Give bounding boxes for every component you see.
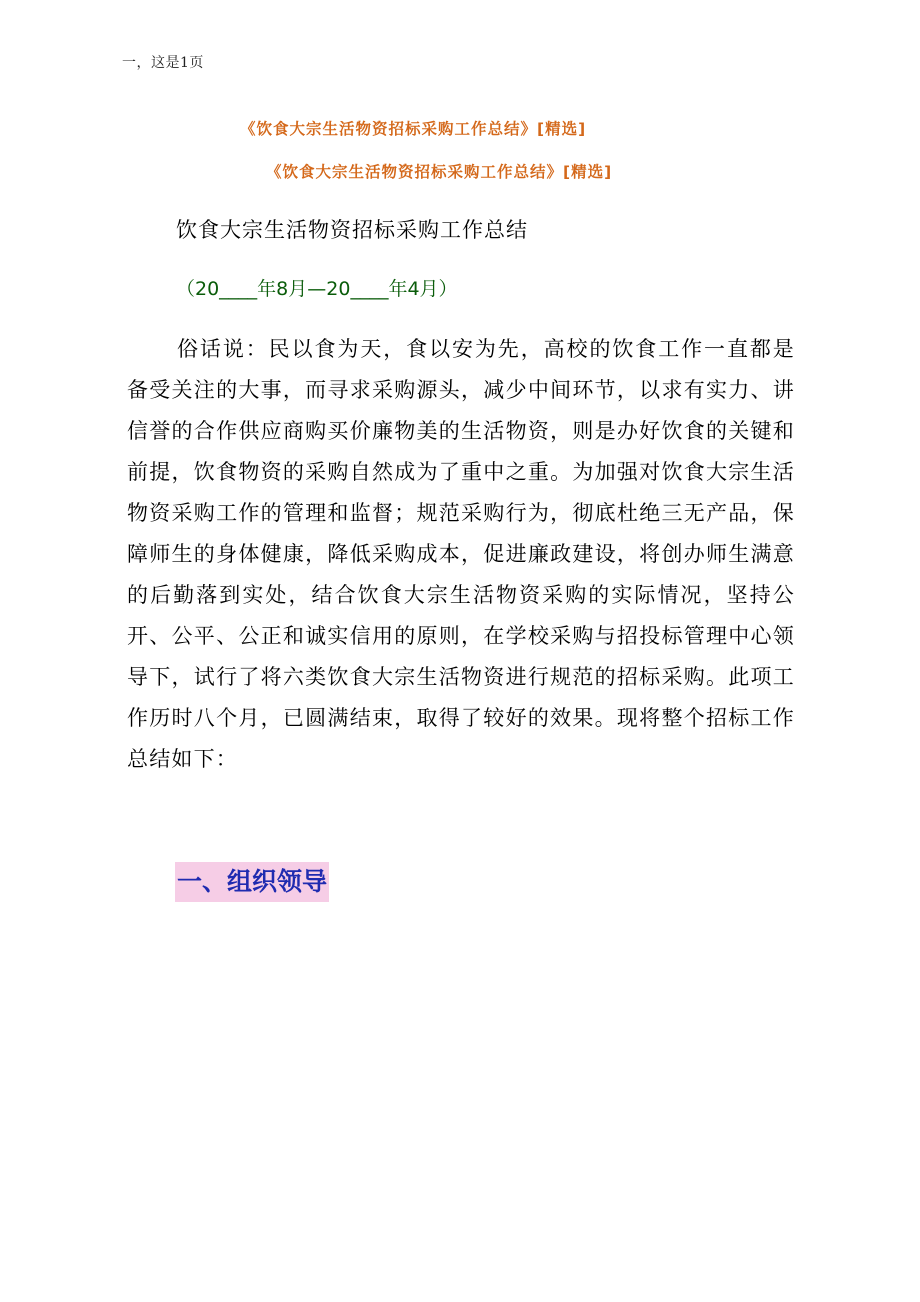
main-heading: 饮食大宗生活物资招标采购工作总结 [176, 218, 528, 242]
document-title-repeat: 《饮食大宗生活物资招标采购工作总结》[精选] [266, 163, 613, 181]
section-heading: 一、组织领导 [175, 862, 329, 902]
body-paragraph: 俗话说：民以食为天，食以安为先，高校的饮食工作一直都是备受关注的大事，而寻求采购源头，减少中间环节，以求有实力、讲信誉的合作供应商购买价廉物美的生活物资，则是办好饮食的关键和前提，饮食物资的采购自然成为了重中之重。为加强对饮食大宗生活物资采购工作的管理和监督；规范采购行为，彻底杜绝三无产品，保障师生的身体健康，降低采购成本，促进廉政建设，将创办师生满意的后勤落到实处，结合饮食大宗生活物资采购的实际情况，坚持公开、公平、公正和诚实信用的原则，在学校采购与招投标管理中心领导下，试行了将六类饮食大宗生活物资进行规范的招标采购。此项工作历时八个月，已圆满结束，取得了较好的效果。现将整个招标工作总结如下： [127, 337, 795, 771]
page-header: 一，这是1页 [122, 55, 204, 71]
date-range: （20____年8月—20____年4月） [176, 278, 458, 300]
document-title: 《饮食大宗生活物资招标采购工作总结》[精选] [240, 120, 587, 138]
